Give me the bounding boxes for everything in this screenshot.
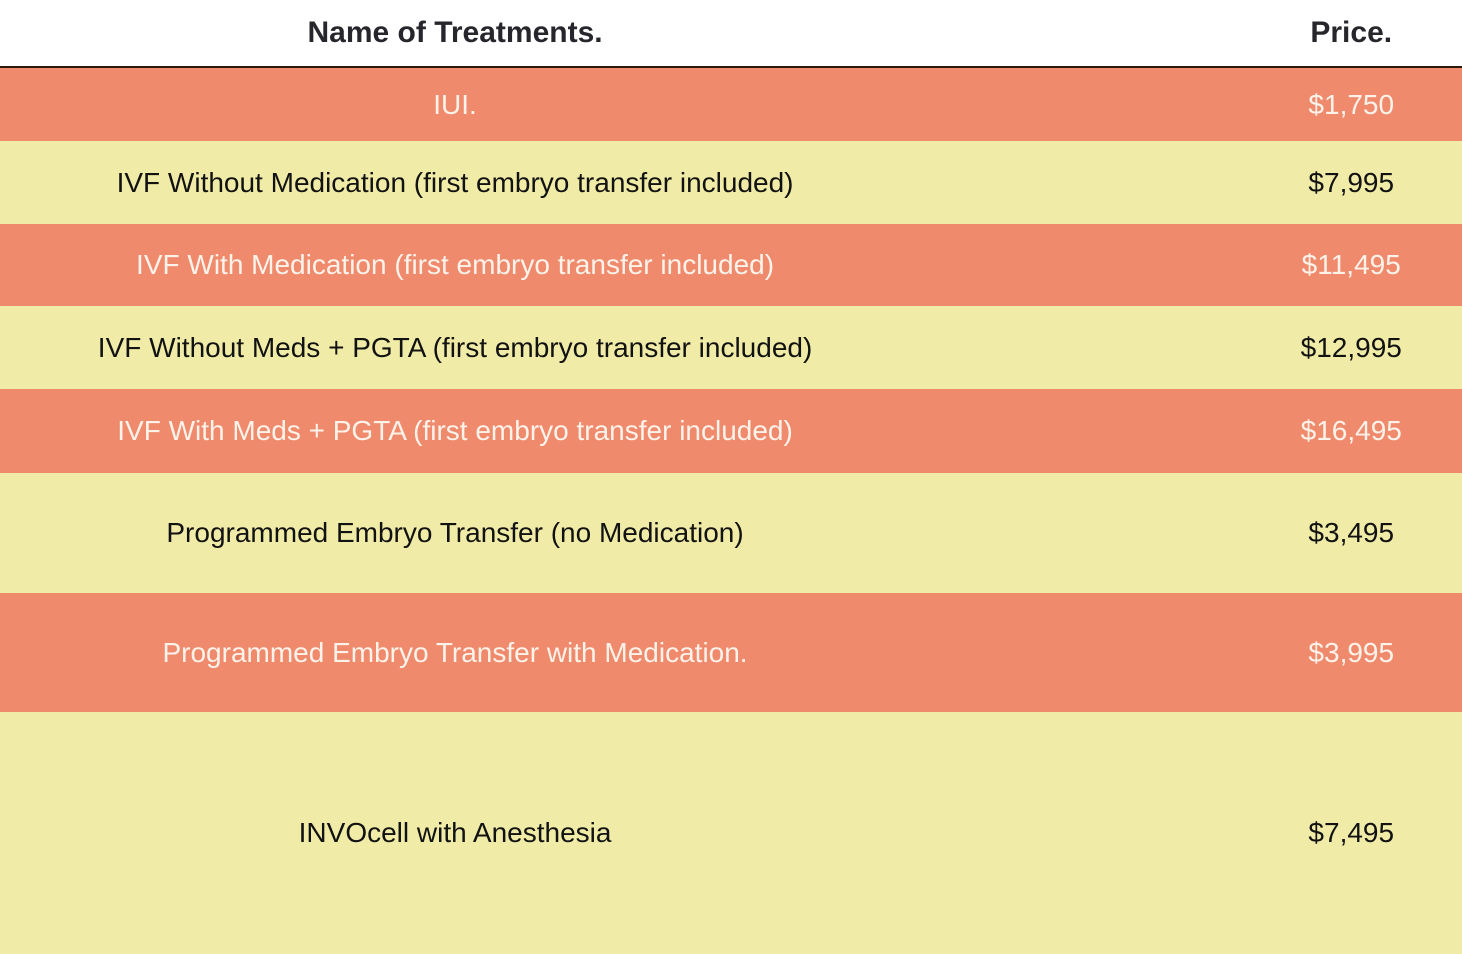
table-row [0,306,1462,389]
column-header-price: Price. [1310,16,1393,49]
treatment-price: $7,995 [1308,166,1395,198]
treatment-name: IVF Without Medication (first embryo transfer included) [116,166,794,198]
table-row [0,593,1462,712]
treatment-price: $11,495 [1301,249,1401,281]
treatment-name: IUI. [433,88,477,120]
column-header-treatments: Name of Treatments. [307,16,603,49]
table-row [0,141,1462,224]
table-row [0,68,1462,141]
treatment-price: $3,995 [1308,636,1395,668]
treatment-price: $3,495 [1308,517,1395,549]
treatment-price: $16,495 [1300,415,1402,447]
treatment-price: $1,750 [1308,88,1395,120]
table-row [0,473,1462,593]
treatment-name: IVF With Meds + PGTA (first embryo transfer included) [117,415,793,447]
table-header-row [0,0,1462,68]
treatment-name: Programmed Embryo Transfer with Medication. [162,636,748,668]
treatment-name: INVOcell with Anesthesia [298,817,612,849]
treatment-name: IVF With Medication (first embryo transfer included) [136,249,775,281]
treatment-price: $12,995 [1300,331,1402,363]
table-row [0,224,1462,306]
table-body [0,68,1462,954]
treatment-name: IVF Without Meds + PGTA (first embryo transfer included) [97,331,813,363]
treatment-price: $7,495 [1308,817,1395,849]
table-row [0,712,1462,954]
table-row [0,389,1462,473]
treatment-name: Programmed Embryo Transfer (no Medication) [166,517,744,549]
